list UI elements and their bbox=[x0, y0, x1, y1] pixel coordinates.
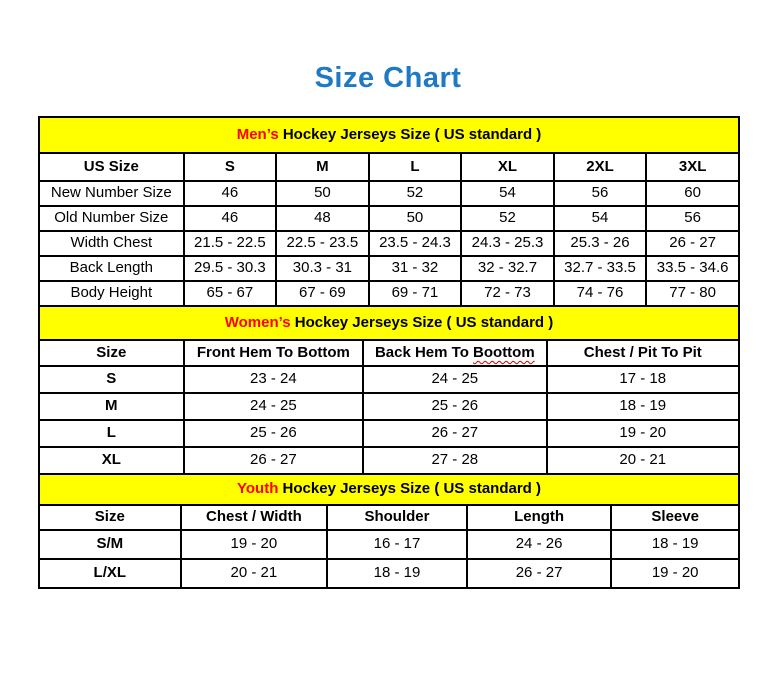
size-value-cell: 26 - 27 bbox=[467, 559, 612, 588]
size-value-cell: 48 bbox=[276, 206, 369, 231]
size-value-cell: 23.5 - 24.3 bbox=[369, 231, 462, 256]
size-value-cell: 25 - 26 bbox=[184, 420, 363, 447]
size-value-cell: 25.3 - 26 bbox=[554, 231, 647, 256]
size-value-cell: 20 - 21 bbox=[181, 559, 328, 588]
column-header: L bbox=[369, 153, 462, 181]
column-header: Sleeve bbox=[611, 505, 739, 530]
column-header: Length bbox=[467, 505, 612, 530]
size-value-cell: 24 - 25 bbox=[363, 366, 546, 393]
table-row bbox=[39, 366, 739, 393]
size-value-cell: 33.5 - 34.6 bbox=[646, 256, 739, 281]
size-value-cell: 31 - 32 bbox=[369, 256, 462, 281]
banner-text: Hockey Jerseys Size ( US standard ) bbox=[278, 480, 541, 498]
table-row bbox=[39, 530, 739, 559]
womens-section-banner bbox=[39, 306, 739, 340]
youth-section-banner bbox=[39, 474, 739, 505]
column-header: XL bbox=[461, 153, 554, 181]
size-value-cell: 26 - 27 bbox=[363, 420, 546, 447]
size-value-cell: 21.5 - 22.5 bbox=[184, 231, 277, 256]
size-value-cell: 29.5 - 30.3 bbox=[184, 256, 277, 281]
row-label: S bbox=[39, 366, 184, 393]
row-label: Width Chest bbox=[39, 231, 184, 256]
row-label: Body Height bbox=[39, 281, 184, 306]
youth-size-table bbox=[38, 473, 740, 589]
table-row bbox=[39, 393, 739, 420]
column-header: Back Hem To Boottom bbox=[363, 340, 546, 366]
column-header: Shoulder bbox=[327, 505, 467, 530]
column-header: Size bbox=[39, 505, 181, 530]
mens-size-table bbox=[38, 116, 740, 307]
column-header: M bbox=[276, 153, 369, 181]
size-value-cell: 56 bbox=[646, 206, 739, 231]
size-value-cell: 32 - 32.7 bbox=[461, 256, 554, 281]
table-row bbox=[39, 206, 739, 231]
size-value-cell: 32.7 - 33.5 bbox=[554, 256, 647, 281]
column-header: Chest / Pit To Pit bbox=[547, 340, 739, 366]
row-label: Old Number Size bbox=[39, 206, 184, 231]
size-value-cell: 54 bbox=[554, 206, 647, 231]
column-header: 2XL bbox=[554, 153, 647, 181]
table-row bbox=[39, 256, 739, 281]
column-header: S bbox=[184, 153, 277, 181]
banner-text: Hockey Jerseys Size ( US standard ) bbox=[290, 313, 554, 331]
size-value-cell: 69 - 71 bbox=[369, 281, 462, 306]
row-label: XL bbox=[39, 447, 184, 474]
banner-highlight: Youth bbox=[237, 480, 279, 498]
size-value-cell: 46 bbox=[184, 181, 277, 206]
size-chart-tables bbox=[38, 116, 740, 589]
size-value-cell: 52 bbox=[369, 181, 462, 206]
size-value-cell: 46 bbox=[184, 206, 277, 231]
banner-text: Hockey Jerseys Size ( US standard ) bbox=[278, 125, 542, 143]
size-value-cell: 52 bbox=[461, 206, 554, 231]
row-label: L bbox=[39, 420, 184, 447]
size-value-cell: 22.5 - 23.5 bbox=[276, 231, 369, 256]
size-value-cell: 16 - 17 bbox=[327, 530, 467, 559]
page-title: Size Chart bbox=[314, 62, 462, 94]
size-value-cell: 23 - 24 bbox=[184, 366, 363, 393]
row-label: S/M bbox=[39, 530, 181, 559]
size-value-cell: 74 - 76 bbox=[554, 281, 647, 306]
column-header: 3XL bbox=[646, 153, 739, 181]
column-header: Size bbox=[39, 340, 184, 366]
row-label: New Number Size bbox=[39, 181, 184, 206]
size-value-cell: 19 - 20 bbox=[547, 420, 739, 447]
size-value-cell: 77 - 80 bbox=[646, 281, 739, 306]
size-value-cell: 26 - 27 bbox=[646, 231, 739, 256]
size-value-cell: 26 - 27 bbox=[184, 447, 363, 474]
table-row bbox=[39, 559, 739, 588]
table-row bbox=[39, 281, 739, 306]
size-value-cell: 67 - 69 bbox=[276, 281, 369, 306]
column-header: Chest / Width bbox=[181, 505, 328, 530]
row-label: Back Length bbox=[39, 256, 184, 281]
banner-highlight: Women’s bbox=[224, 313, 291, 331]
misspelled-word: Boottom bbox=[473, 343, 535, 361]
size-value-cell: 50 bbox=[276, 181, 369, 206]
size-value-cell: 24 - 26 bbox=[467, 530, 612, 559]
column-header: US Size bbox=[39, 153, 184, 181]
row-label: L/XL bbox=[39, 559, 181, 588]
table-row bbox=[39, 420, 739, 447]
size-value-cell: 30.3 - 31 bbox=[276, 256, 369, 281]
banner-highlight: Men’s bbox=[236, 125, 279, 143]
size-value-cell: 27 - 28 bbox=[363, 447, 546, 474]
size-value-cell: 18 - 19 bbox=[547, 393, 739, 420]
table-row bbox=[39, 231, 739, 256]
size-value-cell: 18 - 19 bbox=[327, 559, 467, 588]
size-value-cell: 17 - 18 bbox=[547, 366, 739, 393]
size-value-cell: 56 bbox=[554, 181, 647, 206]
size-value-cell: 19 - 20 bbox=[611, 559, 739, 588]
row-label: M bbox=[39, 393, 184, 420]
size-value-cell: 72 - 73 bbox=[461, 281, 554, 306]
size-value-cell: 24 - 25 bbox=[184, 393, 363, 420]
size-value-cell: 24.3 - 25.3 bbox=[461, 231, 554, 256]
size-value-cell: 25 - 26 bbox=[363, 393, 546, 420]
womens-size-table bbox=[38, 305, 740, 475]
column-header: Front Hem To Bottom bbox=[184, 340, 363, 366]
size-value-cell: 65 - 67 bbox=[184, 281, 277, 306]
table-row bbox=[39, 447, 739, 474]
size-value-cell: 18 - 19 bbox=[611, 530, 739, 559]
size-value-cell: 60 bbox=[646, 181, 739, 206]
size-value-cell: 54 bbox=[461, 181, 554, 206]
mens-section-banner bbox=[39, 117, 739, 153]
size-value-cell: 20 - 21 bbox=[547, 447, 739, 474]
size-value-cell: 19 - 20 bbox=[181, 530, 328, 559]
size-value-cell: 50 bbox=[369, 206, 462, 231]
table-row bbox=[39, 181, 739, 206]
